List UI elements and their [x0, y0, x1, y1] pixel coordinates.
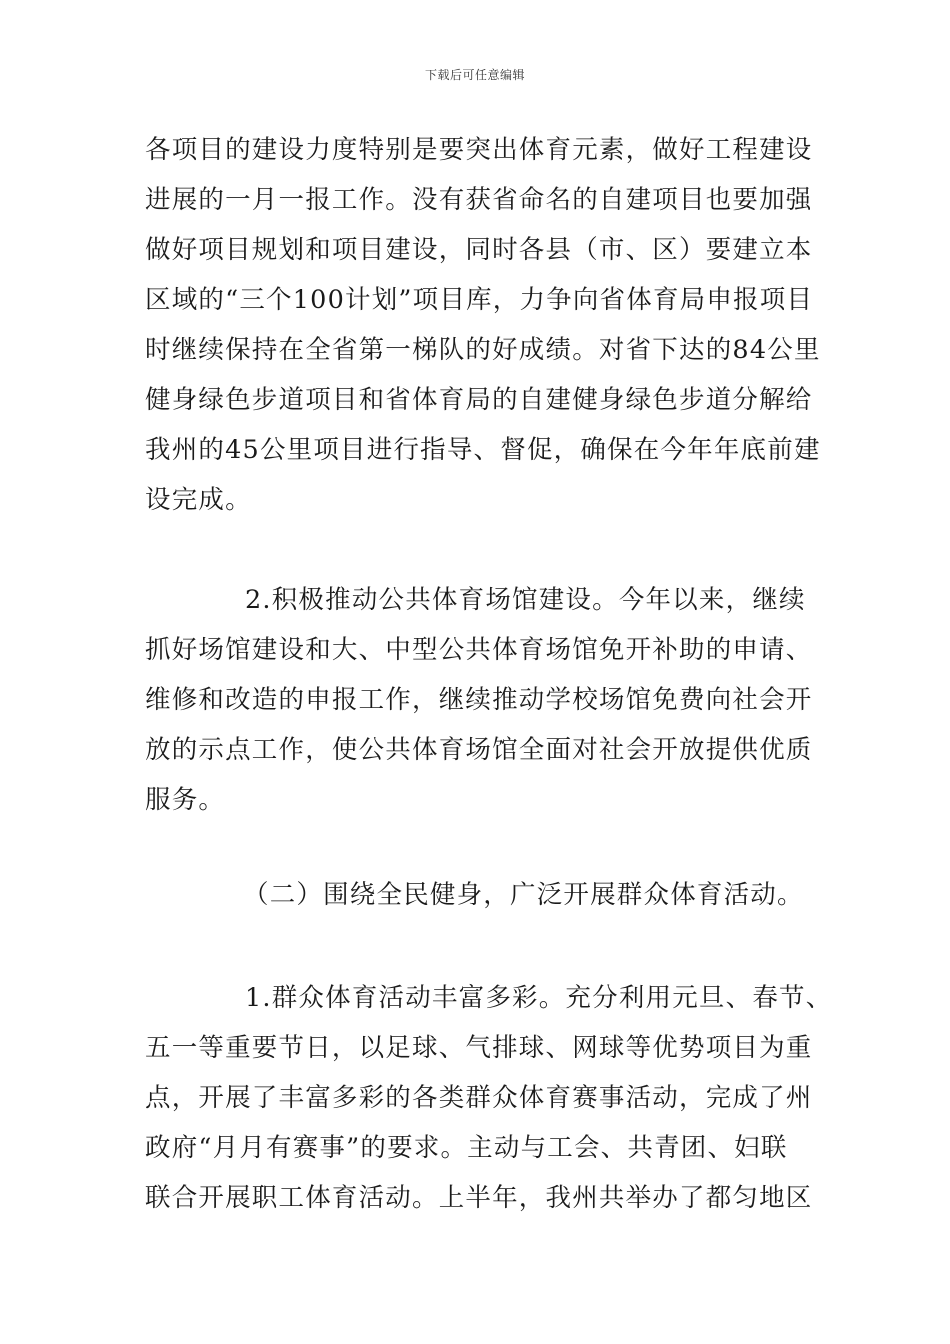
- body-text-line: 联合开展职工体育活动。上半年，我州共举办了都匀地区: [145, 1183, 813, 1213]
- body-text-line: 时继续保持在全省第一梯队的好成绩。对省下达的84公里: [145, 335, 821, 365]
- body-text-line: 区域的“三个100计划”项目库，力争向省体育局申报项目: [145, 285, 814, 315]
- section-heading-2: 2.积极推动公共体育场馆建设。今年以来，继续: [245, 585, 806, 615]
- body-text-line: 做好项目规划和项目建设，同时各县（市、区）要建立本: [145, 235, 813, 265]
- body-text-line: 维修和改造的申报工作，继续推动学校场馆免费向社会开: [145, 685, 813, 715]
- body-text-line: 我州的45公里项目进行指导、督促，确保在今年年底前建: [145, 435, 821, 465]
- body-text-line: 服务。: [145, 785, 226, 815]
- body-text-line: 放的示点工作，使公共体育场馆全面对社会开放提供优质: [145, 735, 813, 765]
- section-heading-part-two: （二）围绕全民健身，广泛开展群众体育活动。: [243, 880, 804, 910]
- body-text-line: 健身绿色步道项目和省体育局的自建健身绿色步道分解给: [145, 385, 813, 415]
- body-text-line: 设完成。: [145, 485, 252, 515]
- section-heading-1: 1.群众体育活动丰富多彩。充分利用元旦、春节、: [245, 983, 833, 1013]
- body-text-line: 抓好场馆建设和大、中型公共体育场馆免开补助的申请、: [145, 635, 813, 665]
- page-header: 下载后可任意编辑: [424, 68, 525, 82]
- body-text-line: 政府“月月有赛事”的要求。主动与工会、共青团、妇联: [145, 1133, 788, 1163]
- body-text-line: 五一等重要节日，以足球、气排球、网球等优势项目为重: [145, 1033, 813, 1063]
- body-text-line: 进展的一月一报工作。没有获省命名的自建项目也要加强: [145, 185, 813, 215]
- body-text-line: 各项目的建设力度特别是要突出体育元素，做好工程建设: [145, 135, 813, 165]
- body-text-line: 点，开展了丰富多彩的各类群众体育赛事活动，完成了州: [145, 1083, 813, 1113]
